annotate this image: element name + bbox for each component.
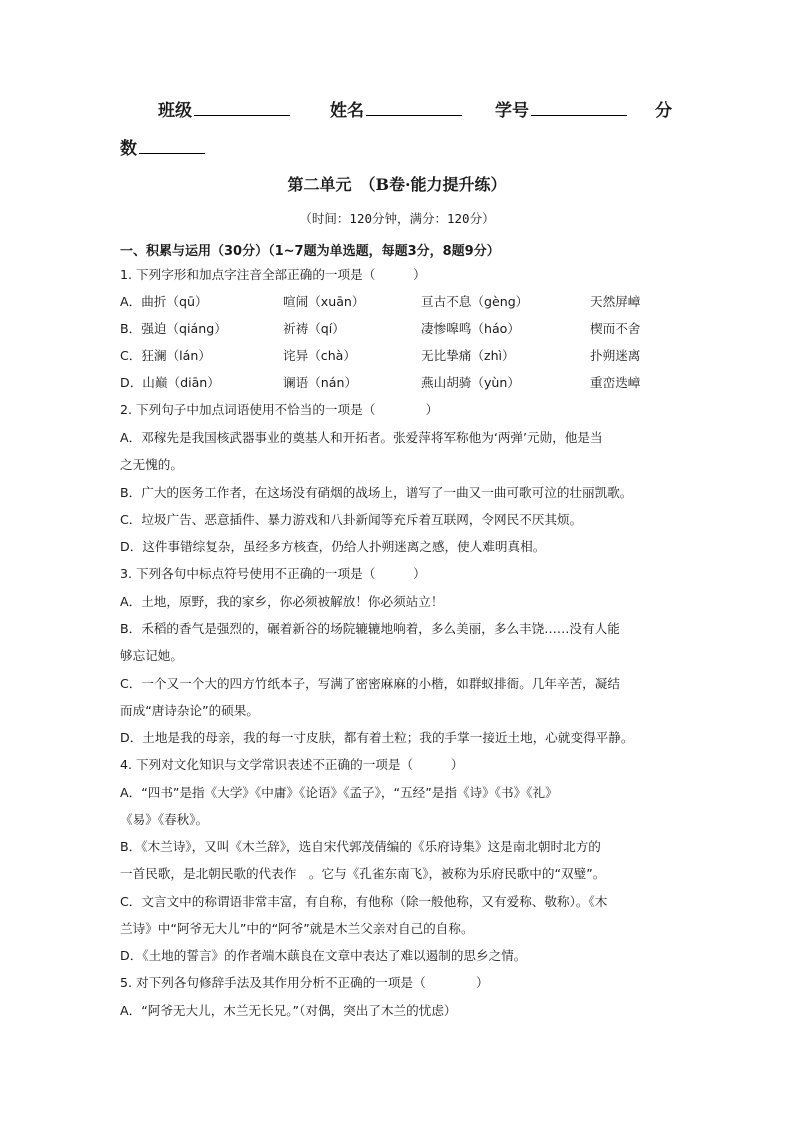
- q1-option-c-2: 诧异（chà）: [283, 348, 356, 363]
- q3-option-c-line2: 而成“唐诗杂论”的硕果。: [120, 703, 259, 718]
- name-blank[interactable]: [366, 98, 462, 116]
- q1-option-c-1: C．狂澜（lán）: [120, 348, 211, 363]
- q1-option-b-2: 祈祷（qí）: [283, 321, 345, 336]
- q4-option-c-line1: C．文言文中的称谓语非常丰富，有自称，有他称（除一般他称，又有爱称、敬称）。《木: [120, 894, 608, 909]
- q3-option-b-line2: 够忘记她。: [120, 648, 183, 663]
- question-2-stem: 2. 下列句子中加点词语使用不恰当的一项是（ ）: [120, 402, 439, 417]
- q4-option-d: D．《土地的誓言》的作者端木蕻良在文章中表达了难以遏制的思乡之情。: [120, 948, 527, 963]
- question-3-stem: 3. 下列各句中标点符号使用不正确的一项是（ ）: [120, 566, 426, 581]
- class-label: 班级: [158, 101, 192, 121]
- q1-option-b-4: 楔而不舍: [590, 321, 641, 336]
- q1-option-a-2: 喧闹（xuān）: [283, 294, 365, 309]
- score-blank[interactable]: [139, 136, 205, 154]
- q1-option-d-1: D．山巅（diān）: [120, 375, 220, 390]
- q1-option-a-3: 亘古不息（gèng）: [421, 294, 529, 309]
- class-blank[interactable]: [194, 98, 290, 116]
- section-heading: 一、积累与运用（30分）（1~7题为单选题，每题3分，8题9分）: [120, 244, 500, 259]
- question-4-stem: 4. 下列对文化知识与文学常识表述不正确的一项是（ ）: [120, 757, 464, 772]
- q3-option-b-line1: B．禾稻的香气是强烈的，碾着新谷的场院辘辘地响着，多么美丽，多么丰饶……没有人能: [120, 621, 620, 636]
- score-field[interactable]: [120, 134, 205, 159]
- name-field[interactable]: [330, 96, 462, 121]
- q1-option-d-2: 谰语（nán）: [283, 375, 358, 390]
- page-title: 第二单元 （B卷·能力提升练）: [287, 175, 507, 194]
- student-info-row: [120, 96, 680, 126]
- number-label: 学号: [495, 101, 529, 121]
- q4-option-b-line1: B．《木兰诗》，又叫《木兰辞》，选自宋代郭茂倩编的《乐府诗集》这是南北朝时北方的: [120, 839, 601, 854]
- name-label: 姓名: [330, 101, 364, 121]
- q2-option-b: B．广大的医务工作者，在这场没有硝烟的战场上，谱写了一曲又一曲可歌可泣的壮丽凯歌。: [120, 485, 633, 500]
- score-label-part1: 分: [655, 101, 672, 121]
- question-5-stem: 5. 对下列各句修辞手法及其作用分析不正确的一项是（ ）: [120, 975, 489, 990]
- q4-option-b-line2: 一首民歌，是北朝民歌的代表作 。它与《孔雀东南飞》，被称为乐府民歌中的“双璧”。: [120, 866, 606, 881]
- number-field[interactable]: [495, 96, 627, 121]
- q1-option-a-1: A．曲折（qū）: [120, 294, 208, 309]
- number-blank[interactable]: [531, 98, 627, 116]
- q1-option-c-3: 无比挚痛（zhì）: [421, 348, 515, 363]
- q2-option-a-line1: A．邓稼先是我国核武器事业的奠基人和开拓者。张爱萍将军称他为‘两弹’元勋，他是当: [120, 430, 603, 445]
- q3-option-c-line1: C．一个又一个大的四方竹纸本子，写满了密密麻麻的小楷，如群蚁排衙。几年辛苦，凝结: [120, 676, 620, 691]
- question-1-stem: 1. 下列字形和加点字注音全部正确的一项是（ ）: [120, 267, 426, 282]
- q1-option-b-1: B．强迫（qiáng）: [120, 321, 227, 336]
- q2-option-a-line2: 之无愧的。: [120, 457, 183, 472]
- q2-option-c: C．垃圾广告、恶意插件、暴力游戏和八卦新闻等充斥着互联网，令网民不厌其烦。: [120, 512, 583, 527]
- score-label-part2: 数: [120, 139, 137, 159]
- q3-option-a: A．土地，原野，我的家乡，你必须被解放！你必须站立！: [120, 594, 444, 609]
- q3-option-d: D．土地是我的母亲，我的每一寸皮肤，都有着土粒；我的手掌一接近土地，心就变得平静。: [120, 730, 634, 745]
- q1-option-b-3: 凄惨嗥鸣（háo）: [421, 321, 520, 336]
- page-subtitle: （时间：120分钟，满分：120分）: [299, 211, 495, 226]
- q1-option-d-4: 重峦迭嶂: [590, 375, 641, 390]
- q2-option-d: D．这件事错综复杂，虽经多方核查，仍给人扑朔迷离之感，使人难明真相。: [120, 539, 546, 554]
- q1-option-a-4: 天然屏嶂: [590, 294, 641, 309]
- class-field[interactable]: [158, 96, 290, 121]
- q5-option-a: A．“阿爷无大儿，木兰无长兄。”（对偶，突出了木兰的忧虑）: [120, 1003, 457, 1018]
- q4-option-a-line2: 《易》《春秋》。: [120, 812, 209, 827]
- q4-option-a-line1: A．“四书”是指《大学》《中庸》《论语》《孟子》，“五经”是指《诗》《书》《礼》: [120, 785, 558, 800]
- q4-option-c-line2: 兰诗》中“阿爷无大儿”中的“阿爷”就是木兰父亲对自己的自称。: [120, 921, 474, 936]
- q1-option-c-4: 扑朔迷离: [590, 348, 641, 363]
- q1-option-d-3: 燕山胡骑（yùn）: [421, 375, 520, 390]
